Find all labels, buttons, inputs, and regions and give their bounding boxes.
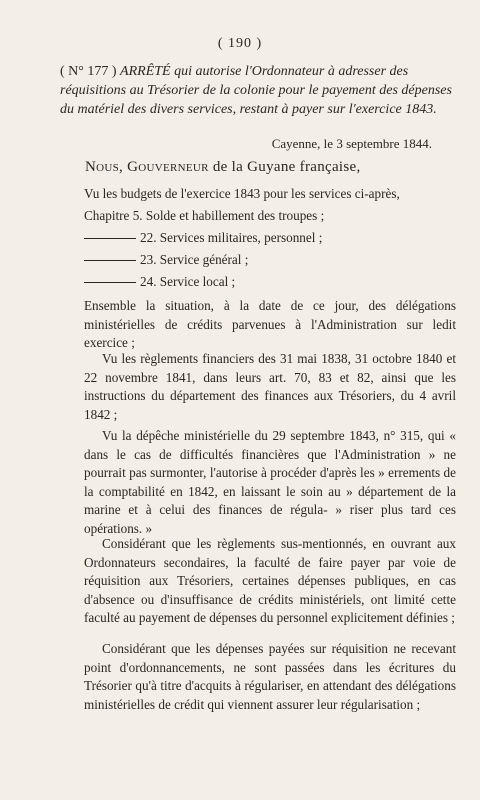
paragraph-considerant-1: Considérant que les règlements sus-mentionnés, en ouvrant aux Ordonnateurs secondaires, la faculté de faire payer par voie de réquisition aux Trésoriers, certaines dépenses publiques, en cas d'absence ou d'insuffisance de crédits ministériels, ont limité cette faculté au payement de dépenses du personnel explicitement définies ;: [84, 536, 456, 626]
page-number: ( 190 ): [217, 36, 263, 51]
paragraph-ensemble: Ensemble la situation, à la date de ce jour, des délégations ministérielles de crédits parvenues à l'Administration sur ledit exercice ;: [84, 298, 456, 351]
ditto-dash: [84, 282, 136, 283]
budget-line-24: 24. Service local ;: [84, 273, 454, 292]
budget-line-23: 23. Service général ;: [84, 251, 454, 270]
paragraph-reglements: Vu les règlements financiers des 31 mai 1838, 31 octobre 1840 et 22 novembre 1841, dans leurs art. 70, 83 et 82, ainsi que les instructions du département des finances aux Trésoriers, du 4 avril 1842 ;: [84, 351, 456, 422]
governor-title: Nous, Gouverneur: [85, 159, 209, 175]
budget-line-22: 22. Services militaires, personnel ;: [84, 229, 454, 248]
governor-place: de la Guyane française,: [212, 159, 361, 175]
decree-title: ARRÊTÉ qui autorise l'Ordonnateur à adresser des réquisitions au Trésorier de la colonie pour le payement des dépenses du matériel des divers services, restant à payer sur l'exercice 1843.: [60, 64, 452, 117]
budget-line-chapitre-5: Chapitre 5. Solde et habillement des troupes ;: [84, 208, 325, 223]
paragraph-depeche: Vu la dépêche ministérielle du 29 septembre 1843, n° 315, qui « dans le cas de difficultés financières que l'Administration » ne pourrait pas surmonter, l'autorise à procéder d'après les » errements de la comptabilité en 1842, en laissant le soin au » département de la marine et à celui des finances de régula- » riser plus tard ces opérations. »: [84, 428, 456, 536]
paragraph-considerant-2: Considérant que les dépenses payées sur réquisition ne recevant point d'ordonnancements, ne sont passées dans les écritures du Trésorier qu'à titre d'acquits à régulariser, en attendant des délégations ministérielles de crédit qui viennent assurer leur régularisation ;: [84, 641, 456, 712]
governor-line: [85, 159, 361, 176]
decree-heading: [60, 62, 455, 119]
decree-number: ( N° 177 ): [60, 64, 117, 79]
ditto-dash: [84, 260, 136, 261]
ditto-dash: [84, 238, 136, 239]
dateline: Cayenne, le 3 septembre 1844.: [271, 136, 432, 151]
budgets-intro: Vu les budgets de l'exercice 1843 pour les services ci-après,: [84, 186, 400, 201]
